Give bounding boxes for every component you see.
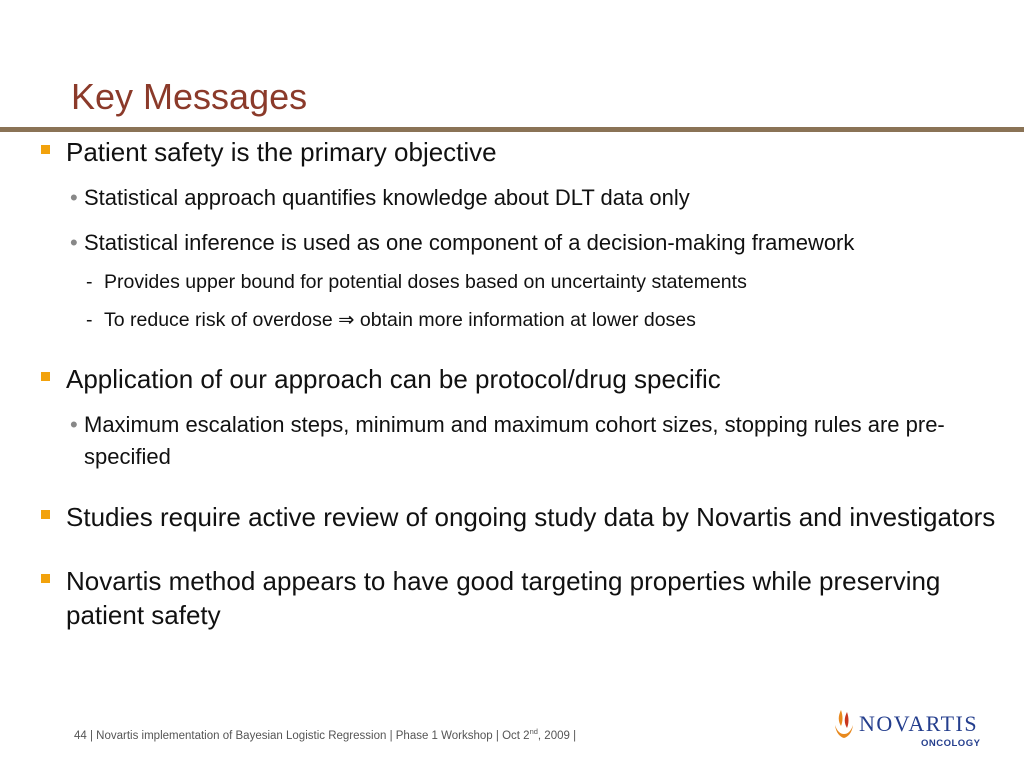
novartis-wordmark: NOVARTIS bbox=[859, 711, 979, 736]
sub-sub-bullet-2-text-before: To reduce risk of overdose bbox=[104, 309, 339, 331]
sub-sub-bullet-2-text-after: obtain more information at lower doses bbox=[354, 309, 696, 331]
sub-sub-bullet-1 bbox=[40, 267, 1020, 297]
dot-bullet-icon: • bbox=[70, 412, 78, 437]
square-bullet-icon bbox=[41, 145, 50, 154]
dash-bullet-icon: - bbox=[86, 309, 93, 331]
square-bullet-icon bbox=[41, 510, 50, 519]
bullet-2 bbox=[40, 362, 1020, 396]
bullet-1 bbox=[40, 135, 1020, 169]
sub-bullet-1-1-text: Statistical approach quantifies knowledge about DLT data only bbox=[84, 185, 690, 210]
bullet-list bbox=[40, 133, 1020, 632]
novartis-logo bbox=[832, 706, 987, 750]
dot-bullet-icon: • bbox=[70, 185, 78, 210]
sub-bullet-2-1 bbox=[40, 409, 964, 473]
bullet-4-text: Novartis method appears to have good targeting properties while preserving patient safety bbox=[66, 566, 941, 630]
sub-bullet-2-1-text: Maximum escalation steps, minimum and maximum cohort sizes, stopping rules are pre-specified bbox=[84, 412, 945, 469]
sub-bullet-1-2-text: Statistical inference is used as one component of a decision-making framework bbox=[84, 230, 855, 255]
footer-text: | Novartis implementation of Bayesian Logistic Regression | Phase 1 Workshop | Oct 2 bbox=[86, 729, 530, 742]
sub-bullet-1-1 bbox=[40, 182, 1020, 214]
footer-text-end: , 2009 | bbox=[537, 729, 577, 742]
novartis-flame-icon bbox=[832, 708, 856, 740]
implies-arrow-icon: ⇒ bbox=[338, 309, 355, 331]
title-divider bbox=[0, 127, 1024, 132]
sub-sub-bullet-1-text: Provides upper bound for potential doses based on uncertainty statements bbox=[104, 271, 747, 293]
bullet-4 bbox=[40, 564, 1006, 632]
sub-sub-bullet-2 bbox=[40, 305, 1020, 335]
square-bullet-icon bbox=[41, 372, 50, 381]
dash-bullet-icon: - bbox=[86, 271, 93, 293]
bullet-3-text: Studies require active review of ongoing study data by Novartis and investigators bbox=[66, 502, 996, 532]
footer-superscript: nd bbox=[529, 727, 538, 736]
dot-bullet-icon: • bbox=[70, 230, 78, 255]
square-bullet-icon bbox=[41, 574, 50, 583]
bullet-3 bbox=[40, 500, 996, 534]
oncology-label: ONCOLOGY bbox=[921, 738, 981, 749]
bullet-2-text: Application of our approach can be protocol/drug specific bbox=[66, 364, 721, 394]
slide-title: Key Messages bbox=[71, 76, 308, 117]
sub-bullet-1-2 bbox=[40, 227, 984, 259]
page-number: 44 bbox=[74, 729, 87, 742]
bullet-1-text: Patient safety is the primary objective bbox=[66, 137, 497, 167]
footer bbox=[74, 727, 576, 742]
